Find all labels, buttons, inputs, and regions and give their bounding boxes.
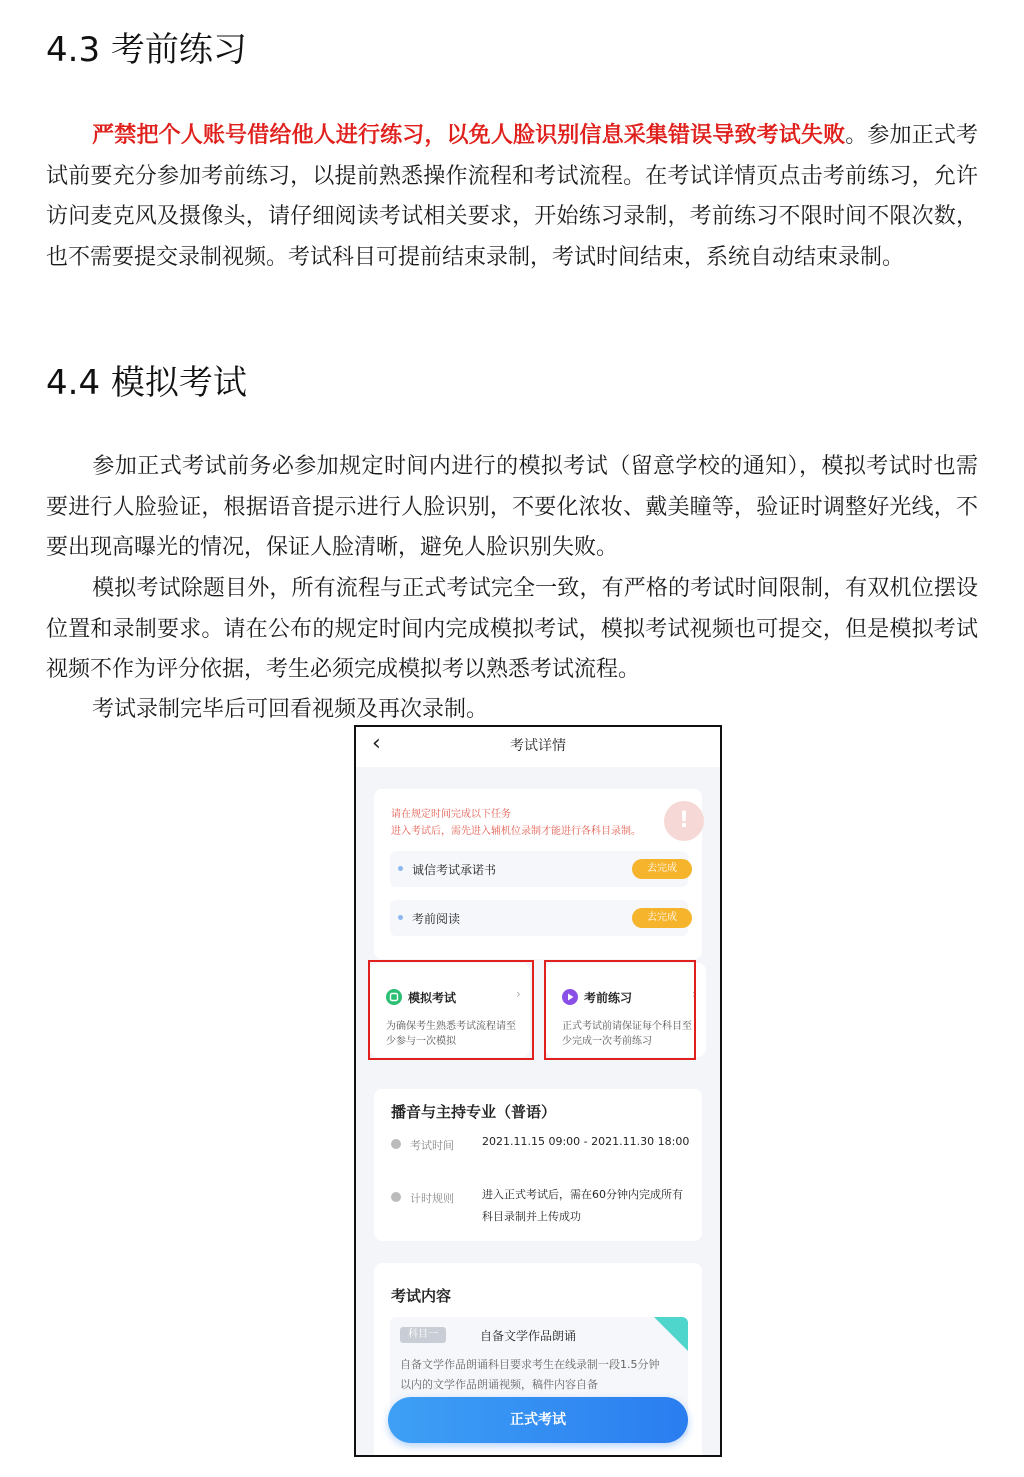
start-exam-button[interactable]: 正式考试 [388,1397,688,1443]
task-item-label: 考前阅读 [412,912,461,926]
exam-info-card [374,1089,702,1241]
nav-title: 考试详情 [510,738,566,754]
nav-bar [356,727,720,767]
exam-time-value: 2021.11.15 09:00 - 2021.11.30 18:00 [482,1135,690,1148]
practice-label: 考前练习 [584,991,633,1005]
complete-button[interactable]: 去完成 [632,859,692,879]
section-heading-4-4: 4.4 模拟考试 [46,363,247,403]
task-title: 请在规定时间完成以下任务 [391,809,511,820]
phone-screenshot [354,725,722,1457]
warning-text: 严禁把个人账号借给他人进行练习，以免人脸识别信息采集错误导致考试失败 [92,123,846,148]
corner-badge-icon [654,1317,688,1351]
mock-text-1: 参加正式考试前务必参加规定时间内进行的模拟考试（留意学校的通知），模拟考试时也需要进行人脸验证，根据语音提示进行人脸识别，不要化浓妆、戴美瞳等，验证时调整好光线，不要出现高曝光的情况，保证人脸清晰，避免人脸识别失败。 [46,454,978,560]
bullet-icon [398,915,403,920]
subject-name: 自备文学作品朗诵 [480,1329,577,1343]
highlight-box [544,960,696,1060]
practice-body-text: 。参加正式考试前要充分参加考前练习，以提前熟悉操作流程和考试流程。在考试详情页点击考前练习，允许访问麦克风及摄像头，请仔细阅读考试相关要求，开始练习录制，考前练习不限时间不限次数，也不需要提交录制视频。考试科目可提前结束录制，考试时间结束，系统自动结束录制。 [46,123,978,270]
task-item [390,851,688,887]
timing-rule-key: 计时规则 [410,1192,454,1205]
mock-exam-label: 模拟考试 [408,991,457,1005]
task-subtitle: 进入考试后，需先进入辅机位录制才能进行各科目录制。 [391,826,641,837]
alert-icon: ! [664,801,704,841]
exam-title: 播音与主持专业（普语） [391,1103,557,1121]
mock-text-3: 考试录制完毕后可回看视频及再次录制。 [92,697,489,722]
task-item [390,900,688,936]
paragraph-mock-2 [46,569,978,691]
subject-tag: 科目一 [400,1327,446,1343]
subject-desc: 自备文学作品朗诵科目要求考生在线录制一段1.5分钟以内的文学作品朗诵视频，稿件内容自备 [400,1358,660,1391]
bullet-icon [398,866,403,871]
practice-desc: 正式考试前请保证每个科目至少完成一次考前练习 [562,1021,692,1047]
task-card [374,789,702,959]
mock-text-2: 模拟考试除题目外，所有流程与正式考试完全一致，有严格的考试时间限制，有双机位摆设位置和录制要求。请在公布的规定时间内完成模拟考试，模拟考试视频也可提交，但是模拟考试视频不作为评分依据，考生必须完成模拟考以熟悉考试流程。 [46,576,978,682]
back-arrow-icon[interactable]: ‹ [372,731,381,756]
content-title: 考试内容 [391,1287,452,1305]
paragraph-practice [46,116,978,278]
task-item-label: 诚信考试承诺书 [412,863,497,877]
complete-button[interactable]: 去完成 [632,908,692,928]
chevron-right-icon: › [692,987,697,1001]
paragraph-mock-1 [46,447,978,569]
timing-rule-value: 进入正式考试后，需在60分钟内完成所有科目录制并上传成功 [482,1188,683,1223]
chevron-right-icon: › [516,987,521,1001]
section-heading-4-3: 4.3 考前练习 [46,30,247,70]
clock-icon [391,1139,401,1149]
highlight-box [368,960,534,1060]
timer-icon [391,1192,401,1202]
exam-time-key: 考试时间 [410,1139,454,1152]
mock-exam-desc: 为确保考生熟悉考试流程请至少参与一次模拟 [386,1021,516,1047]
